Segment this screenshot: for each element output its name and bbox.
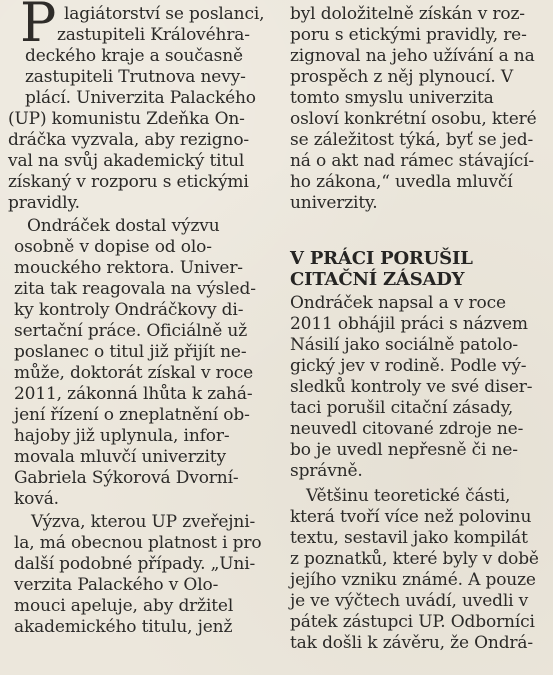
text-line: 2011 obhájil práci s názvem <box>290 314 528 334</box>
text-line: může, doktorát získal v roce <box>14 363 254 383</box>
text-line: deckého kraje a současně <box>25 46 243 66</box>
text-line: (UP) komunistu Zdeňka On- <box>8 109 245 129</box>
text-line: zita tak reagovala na výsled- <box>14 279 256 299</box>
text-line: zastupiteli Královéhra- <box>57 25 250 45</box>
text-line: Většinu teoretické části, <box>306 486 511 506</box>
text-line: mouci apeluje, aby držitel <box>14 596 234 616</box>
text-line: Výzva, kterou UP zveřejni- <box>31 512 256 532</box>
text-line: z poznatků, které byly v době <box>290 549 539 569</box>
text-line: Gabriela Sýkorová Dvorní- <box>14 468 239 488</box>
text-line: pátek zástupci UP. Odborníci <box>290 612 535 632</box>
text-line: se záležitost týká, byť se jed- <box>290 130 534 150</box>
text-line: 2011, zákonná lhůta k zahá- <box>14 384 253 404</box>
text-line: dráčka vyzvala, aby rezigno- <box>8 130 250 150</box>
text-line: zastupiteli Trutnova nevy- <box>25 67 246 87</box>
text-line: Ondráček napsal a v roce <box>290 293 506 313</box>
text-line: lagiátorství se poslanci, <box>64 4 265 24</box>
text-line: ho zákona,“ uvedla mluvčí <box>290 172 513 192</box>
text-line: hajoby již uplynula, infor- <box>14 426 230 446</box>
text-line: osloví konkrétní osobu, které <box>290 109 537 129</box>
text-line: movala mluvčí univerzity <box>14 447 226 467</box>
text-line: Násilí jako sociálně patolo- <box>290 335 518 355</box>
text-line: prospěch z něj plynoucí. V <box>290 67 514 87</box>
text-line: univerzity. <box>290 193 378 213</box>
text-line: bo je uvedl nepřesně či ne- <box>290 440 518 460</box>
text-line: další podobné případy. „Uni- <box>14 554 256 574</box>
text-line: ná o akt nad rámec stávající- <box>290 151 535 171</box>
text-line: správně. <box>290 461 363 481</box>
text-line: poru s etickými pravidly, re- <box>290 25 527 45</box>
text-line: ky kontroly Ondráčkovy di- <box>14 300 244 320</box>
text-line: pravidly. <box>8 193 80 213</box>
text-line: textu, sestavil jako kompilát <box>290 528 528 548</box>
text-line: la, má obecnou platnost i pro <box>14 533 262 553</box>
text-line: tomto smyslu univerzita <box>290 88 494 108</box>
subheading-line: V PRÁCI PORUŠIL <box>290 248 473 269</box>
text-line: plácí. Univerzita Palackého <box>25 88 256 108</box>
text-line: sledků kontroly ve své diser- <box>290 377 533 397</box>
text-line: ková. <box>14 489 59 509</box>
text-line: poslanec o titul již přijít ne- <box>14 342 247 362</box>
text-line: Ondráček dostal výzvu <box>27 216 220 236</box>
text-line: jení řízení o zneplatnění ob- <box>14 405 250 425</box>
text-line: verzita Palackého v Olo- <box>14 575 219 595</box>
text-line: taci porušil citační zásady, <box>290 398 514 418</box>
text-line: sertační práce. Oficiálně už <box>14 321 248 341</box>
subheading-line: CITAČNÍ ZÁSADY <box>290 269 465 290</box>
text-line: val na svůj akademický titul <box>8 151 245 171</box>
text-line: zignoval na jeho užívání a na <box>290 46 535 66</box>
text-line: byl doložitelně získán v roz- <box>290 4 525 24</box>
text-line: akademického titulu, jenž <box>14 617 233 637</box>
text-line: získaný v rozporu s etickými <box>8 172 249 192</box>
text-line: gický jev v rodině. Podle vý- <box>290 356 527 376</box>
text-line: neuvedl citované zdroje ne- <box>290 419 524 439</box>
text-line: jejího vzniku známé. A pouze <box>290 570 536 590</box>
drop-cap: P <box>20 0 57 54</box>
text-line: je ve výčtech uvádí, uvedli v <box>290 591 529 611</box>
text-line: která tvoří více než polovinu <box>290 507 532 527</box>
text-line: tak došli k závěru, že Ondrá- <box>290 633 533 653</box>
text-line: mouckého rektora. Univer- <box>14 258 243 278</box>
text-line: osobně v dopise od olo- <box>14 237 212 257</box>
